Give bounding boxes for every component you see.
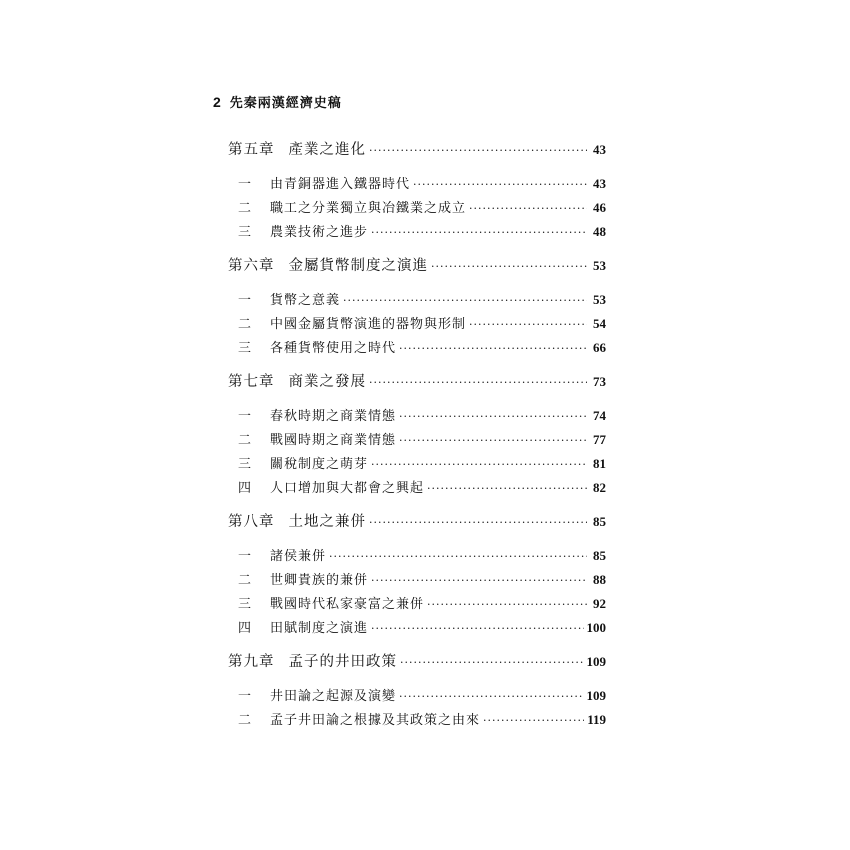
section-page-number: 92: [593, 596, 606, 611]
toc-section-list: [228, 288, 606, 360]
chapter-title: 孟子的井田政策: [288, 654, 397, 670]
toc-section-list: [228, 684, 606, 732]
section-number: 三: [238, 341, 252, 356]
section-number: 二: [238, 201, 252, 216]
chapter-number: 第八章: [228, 514, 275, 530]
chapter-number: 第六章: [228, 258, 275, 274]
toc-section-entry: [228, 220, 606, 244]
chapter-page-number: 73: [593, 374, 606, 389]
section-title: 各種貨幣使用之時代: [270, 341, 397, 356]
section-page-number: 66: [593, 340, 606, 355]
toc-chapter-entry: [228, 510, 606, 534]
dot-leader: [431, 255, 587, 279]
section-page-number: 74: [593, 408, 606, 423]
chapter-number: 第七章: [228, 374, 275, 390]
section-title: 戰國時代私家豪富之兼併: [270, 597, 425, 612]
dot-leader: [371, 221, 587, 245]
toc-chapter-entry: [228, 370, 606, 394]
section-title: 田賦制度之演進: [270, 621, 369, 636]
chapter-page-number: 53: [593, 258, 606, 273]
toc-section-entry: [228, 452, 606, 476]
toc-section-entry: [228, 544, 606, 568]
toc-section-list: [228, 404, 606, 500]
section-title: 農業技術之進步: [270, 225, 369, 240]
section-title: 中國金屬貨幣演進的器物與形制: [270, 317, 467, 332]
section-page-number: 85: [593, 548, 606, 563]
chapter-number: 第五章: [228, 142, 275, 158]
dot-leader: [469, 197, 587, 221]
dot-leader: [371, 453, 587, 477]
section-page-number: 88: [593, 572, 606, 587]
toc-section-entry: [228, 616, 606, 640]
section-title: 世卿貴族的兼併: [270, 573, 369, 588]
section-number: 三: [238, 597, 252, 612]
section-page-number: 53: [593, 292, 606, 307]
section-page-number: 77: [593, 432, 606, 447]
dot-leader: [399, 337, 587, 361]
section-title: 職工之分業獨立與冶鐵業之成立: [270, 201, 467, 216]
toc-section-entry: [228, 708, 606, 732]
section-number: 一: [238, 689, 252, 704]
section-page-number: 100: [586, 620, 606, 635]
toc-chapter-entry: [228, 650, 606, 674]
header-book-title: 先秦兩漢經濟史稿: [229, 96, 342, 111]
section-title: 關稅制度之萌芽: [270, 457, 369, 472]
toc-chapter-entry: [228, 254, 606, 278]
toc-chapter: [228, 138, 606, 244]
chapter-title: 商業之發展: [288, 374, 366, 390]
table-of-contents: [228, 138, 606, 742]
toc-section-entry: [228, 428, 606, 452]
section-number: 四: [238, 481, 252, 496]
dot-leader: [343, 289, 587, 313]
section-page-number: 109: [586, 688, 606, 703]
chapter-page-number: 43: [593, 142, 606, 157]
section-page-number: 43: [593, 176, 606, 191]
dot-leader: [399, 405, 587, 429]
dot-leader: [400, 651, 584, 675]
chapter-page-number: 85: [593, 514, 606, 529]
dot-leader: [369, 511, 587, 535]
section-number: 一: [238, 409, 252, 424]
section-page-number: 54: [593, 316, 606, 331]
section-page-number: 119: [587, 712, 606, 727]
toc-section-entry: [228, 288, 606, 312]
section-title: 諸侯兼併: [270, 549, 327, 564]
section-number: 二: [238, 317, 252, 332]
toc-section-entry: [228, 336, 606, 360]
section-page-number: 46: [593, 200, 606, 215]
toc-section-entry: [228, 172, 606, 196]
section-number: 二: [238, 713, 252, 728]
section-page-number: 81: [593, 456, 606, 471]
chapter-title: 產業之進化: [288, 142, 366, 158]
toc-section-entry: [228, 196, 606, 220]
section-title: 人口增加與大都會之興起: [270, 481, 425, 496]
section-number: 四: [238, 621, 252, 636]
toc-section-entry: [228, 476, 606, 500]
toc-section-list: [228, 172, 606, 244]
toc-section-list: [228, 544, 606, 640]
chapter-page-number: 109: [586, 654, 606, 669]
dot-leader: [399, 685, 583, 709]
toc-chapter: [228, 650, 606, 732]
header-page-number: 2: [213, 94, 222, 110]
dot-leader: [413, 173, 587, 197]
section-title: 貨幣之意義: [270, 293, 341, 308]
dot-leader: [483, 709, 584, 733]
dot-leader: [369, 139, 587, 163]
dot-leader: [427, 593, 587, 617]
dot-leader: [469, 313, 587, 337]
section-page-number: 48: [593, 224, 606, 239]
section-title: 孟子井田論之根據及其政策之由來: [270, 713, 481, 728]
toc-chapter: [228, 254, 606, 360]
toc-section-entry: [228, 684, 606, 708]
section-number: 三: [238, 225, 252, 240]
section-number: 三: [238, 457, 252, 472]
toc-section-entry: [228, 312, 606, 336]
running-header: [213, 92, 342, 111]
dot-leader: [369, 371, 587, 395]
toc-section-entry: [228, 568, 606, 592]
section-number: 二: [238, 433, 252, 448]
dot-leader: [427, 477, 587, 501]
dot-leader: [329, 545, 587, 569]
section-number: 一: [238, 177, 252, 192]
toc-chapter-entry: [228, 138, 606, 162]
toc-section-entry: [228, 592, 606, 616]
section-number: 二: [238, 573, 252, 588]
section-title: 井田論之起源及演變: [270, 689, 397, 704]
section-title: 戰國時期之商業情態: [270, 433, 397, 448]
section-title: 由青銅器進入鐵器時代: [270, 177, 411, 192]
section-page-number: 82: [593, 480, 606, 495]
dot-leader: [371, 617, 583, 641]
section-number: 一: [238, 293, 252, 308]
section-title: 春秋時期之商業情態: [270, 409, 397, 424]
toc-chapter: [228, 370, 606, 500]
section-number: 一: [238, 549, 252, 564]
toc-chapter: [228, 510, 606, 640]
chapter-title: 金屬貨幣制度之演進: [288, 258, 428, 274]
dot-leader: [371, 569, 587, 593]
toc-section-entry: [228, 404, 606, 428]
chapter-number: 第九章: [228, 654, 275, 670]
dot-leader: [399, 429, 587, 453]
chapter-title: 土地之兼併: [288, 514, 366, 530]
